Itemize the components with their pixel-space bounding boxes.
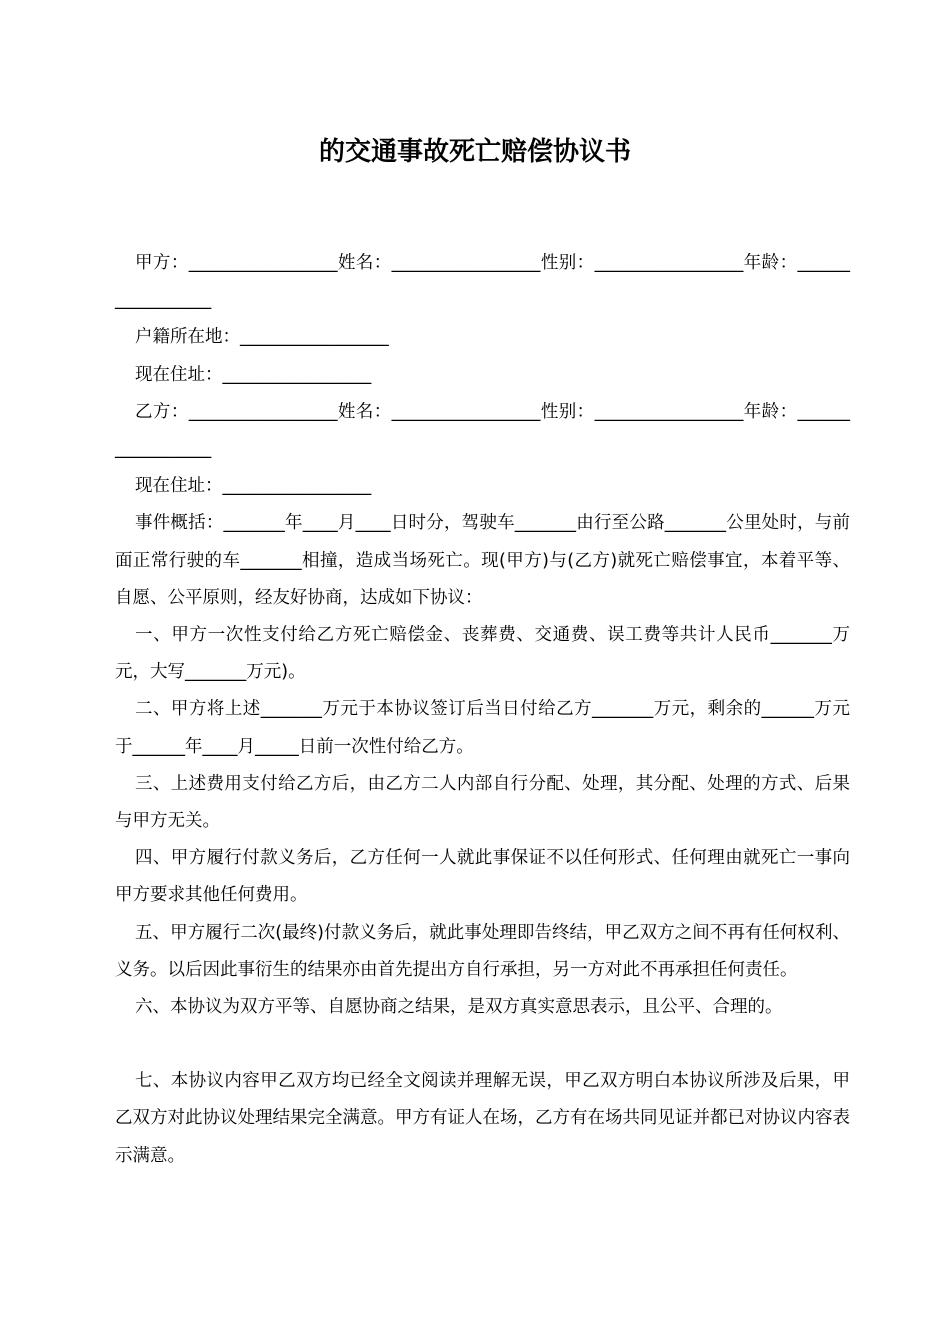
party-a-info: 甲方：_________________姓名：_________________性别：_________________年龄：_________________ xyxy=(115,253,850,311)
party-a-current-address: 现在住址：_________________ xyxy=(135,364,372,385)
clause-2: 二、甲方将上述_______万元于本协议签订后当日付给乙方_______万元，剩余的______万元于______年____月_____日前一次性付给乙方。 xyxy=(115,699,850,757)
clause-4: 四、甲方履行付款义务后，乙方任何一人就此事保证不以任何形式、任何理由就死亡一事向甲方要求其他任何费用。 xyxy=(115,848,850,906)
party-a-household-registration: 户籍所在地：_________________ xyxy=(135,327,389,348)
incident-summary: 事件概括：_______年____月____日时分，驾驶车_______由行至公路_______公里处时，与前面正常行驶的车_______相撞，造成当场死亡。现(甲方)与(乙方)就死亡赔偿事宜，本着平等、自愿、公平原则，经友好协商，达成如下协议： xyxy=(115,513,850,608)
document-body xyxy=(115,245,850,1175)
clause-5: 五、甲方履行二次(最终)付款义务后，就此事处理即告终结，甲乙双方之间不再有任何权利、义务。以后因此事衍生的结果亦由首先提出方自行承担，另一方对此不再承担任何责任。 xyxy=(115,922,850,980)
clause-7: 七、本协议内容甲乙双方均已经全文阅读并理解无误，甲乙双方明白本协议所涉及后果，甲乙双方对此协议处理结果完全满意。甲方有证人在场，乙方有在场共同见证并都已对协议内容表示满意。 xyxy=(115,1071,850,1166)
clause-3: 三、上述费用支付给乙方后，由乙方二人内部自行分配、处理，其分配、处理的方式、后果与甲方无关。 xyxy=(115,773,850,832)
clause-6: 六、本协议为双方平等、自愿协商之结果，是双方真实意思表示，且公平、合理的。 xyxy=(135,997,783,1018)
paragraph-spacer xyxy=(115,1026,850,1063)
clause-1: 一、甲方一次性支付给乙方死亡赔偿金、丧葬费、交通费、误工费等共计人民币_______万元，大写_______万元)。 xyxy=(115,625,850,683)
party-b-info: 乙方：_________________姓名：_________________性别：_________________年龄：_________________ xyxy=(115,401,850,460)
party-b-current-address: 现在住址：_________________ xyxy=(135,476,372,497)
document-title: 的交通事故死亡赔偿协议书 xyxy=(318,137,631,167)
